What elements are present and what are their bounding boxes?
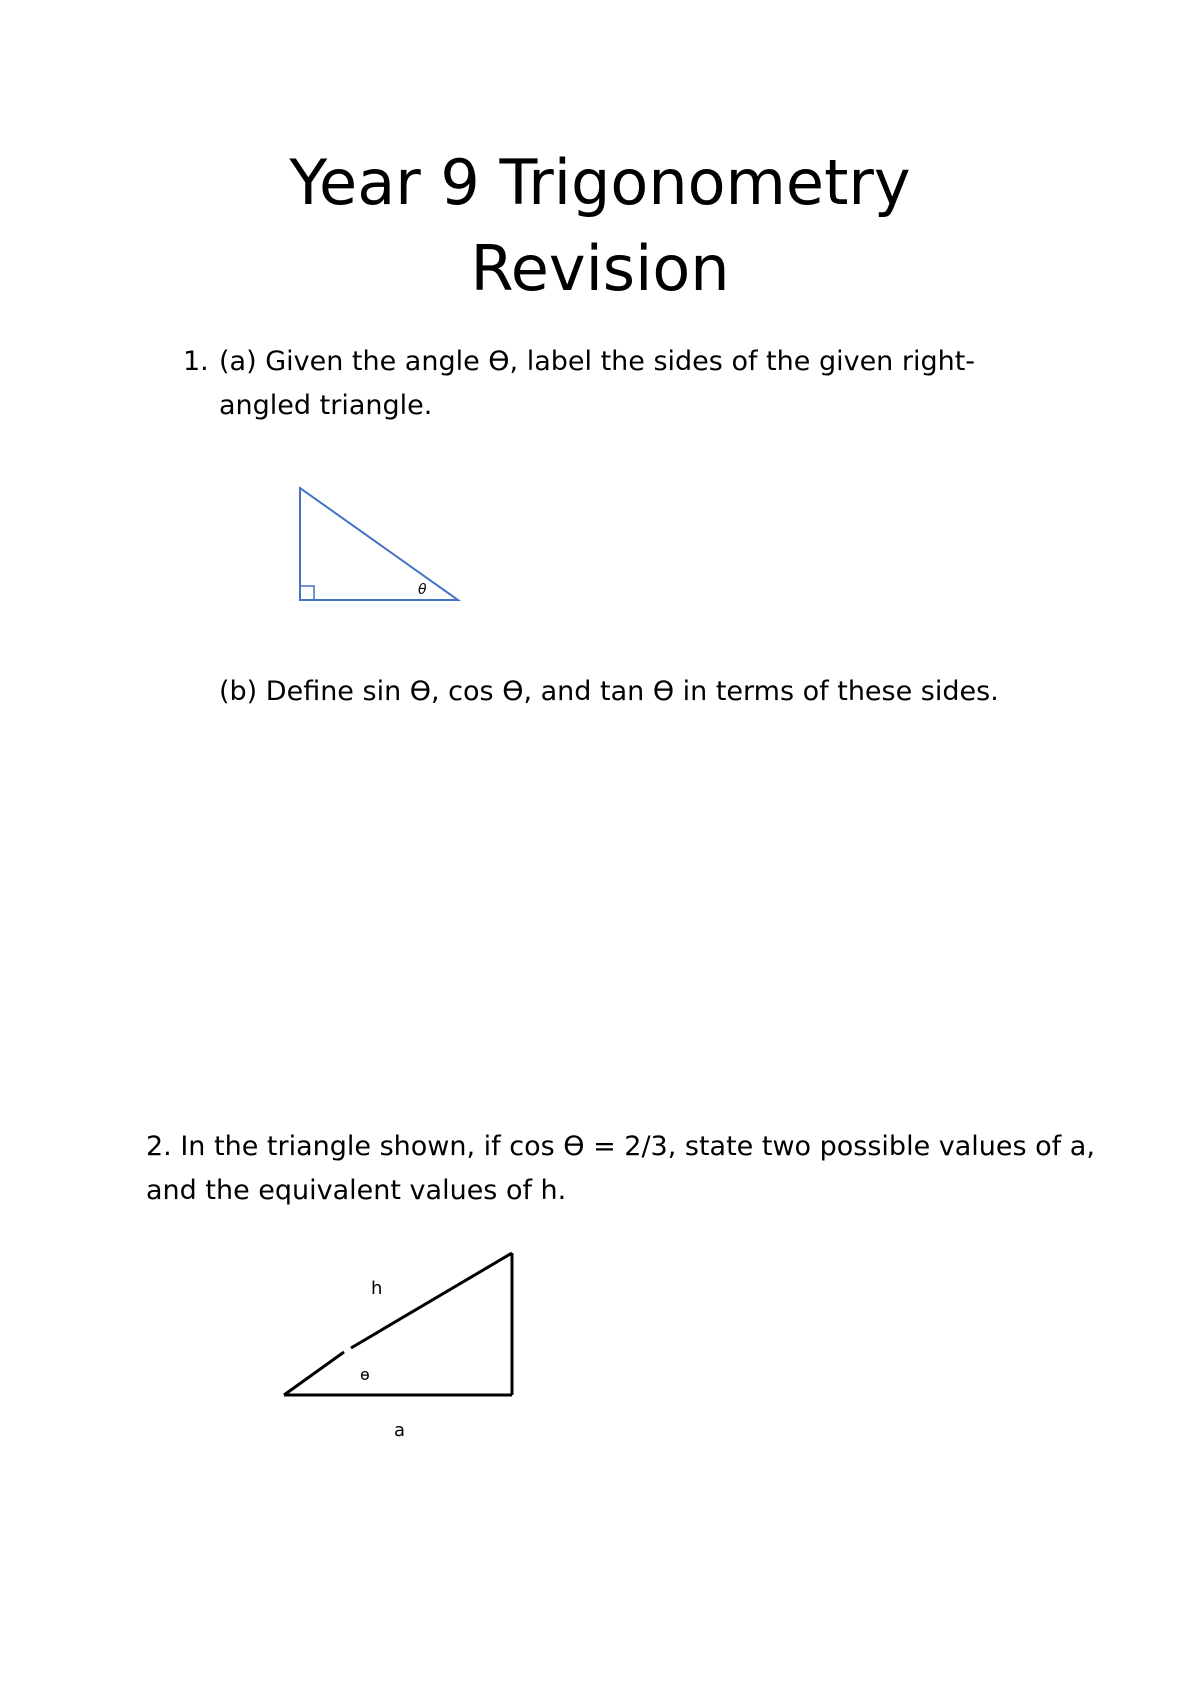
question-2-triangle-figure xyxy=(270,1235,530,1465)
right-angle-marker xyxy=(300,586,314,600)
question-2-label-h: h xyxy=(371,1278,383,1299)
question-1-part-a-text: (a) Given the angle Ѳ, label the sides of the given right-angled triangle. xyxy=(219,346,976,421)
page-title xyxy=(0,140,1200,312)
question-2-hypotenuse-upper xyxy=(351,1253,512,1348)
question-2-label-a: a xyxy=(394,1420,406,1441)
question-1-part-b: (b) Define sin Ѳ, cos Ѳ, and tan Ѳ in terms of these sides. xyxy=(219,676,999,707)
question-2-hypotenuse-lower xyxy=(284,1352,344,1395)
title-line-2: Revision xyxy=(470,232,730,305)
question-2-angle-label: ө xyxy=(360,1365,370,1384)
title-line-1: Year 9 Trigonometry xyxy=(289,146,911,219)
question-1-number: 1. xyxy=(183,346,209,377)
question-1-part-a xyxy=(183,340,1063,428)
question-1-angle-label: θ xyxy=(418,582,427,598)
question-1-triangle xyxy=(300,488,458,600)
question-2-text: 2. In the triangle shown, if cos Ѳ = 2/3, state two possible values of a, and the equivalent values of h. xyxy=(146,1131,1095,1206)
question-1-triangle-figure xyxy=(290,478,470,608)
